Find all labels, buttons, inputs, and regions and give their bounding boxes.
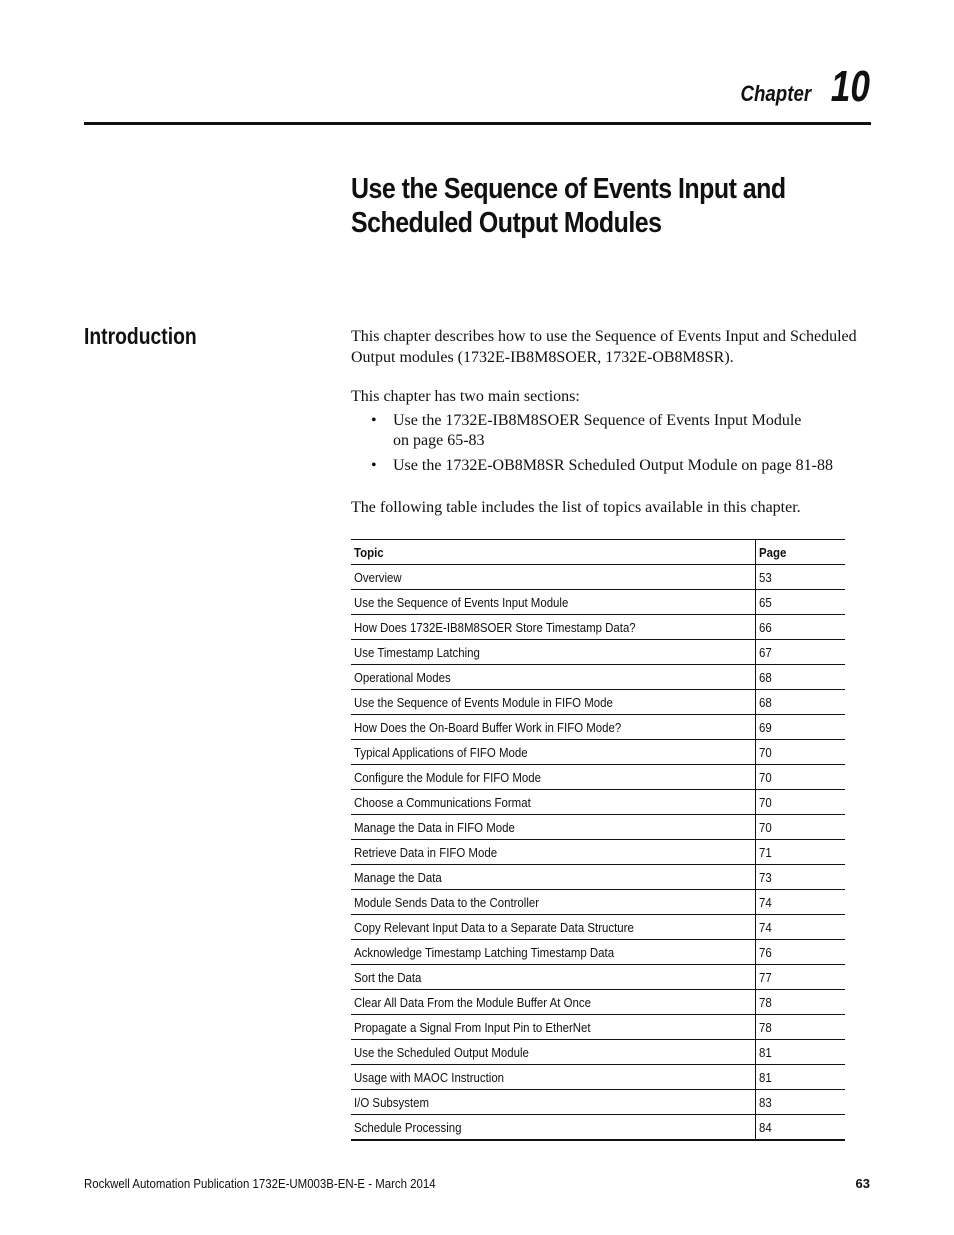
table-row — [351, 1015, 845, 1040]
table-row — [351, 1090, 845, 1115]
page-cell: 70 — [756, 765, 846, 790]
table-row — [351, 915, 845, 940]
topic-cell: Configure the Module for FIFO Mode — [351, 765, 756, 790]
page-cell: 70 — [756, 790, 846, 815]
topic-cell: Sort the Data — [351, 965, 756, 990]
topic-cell: Use the Scheduled Output Module — [351, 1040, 756, 1065]
table-row — [351, 990, 845, 1015]
topic-cell: Use Timestamp Latching — [351, 640, 756, 665]
table-row — [351, 1065, 845, 1090]
table-row — [351, 665, 845, 690]
topics-table — [351, 539, 845, 1141]
column-header-page: Page — [756, 540, 846, 565]
intro-paragraph-2: This chapter has two main sections: — [351, 388, 580, 405]
table-row — [351, 940, 845, 965]
list-item-text: Use the 1732E-OB8M8SR Scheduled Output Module on page 81-88 — [393, 457, 833, 474]
table-header-row — [351, 540, 845, 565]
topic-cell: Clear All Data From the Module Buffer At Once — [351, 990, 756, 1015]
table-row — [351, 765, 845, 790]
topic-cell: Use the Sequence of Events Input Module — [351, 590, 756, 615]
topic-cell: Typical Applications of FIFO Mode — [351, 740, 756, 765]
table-row — [351, 590, 845, 615]
topic-cell: Use the Sequence of Events Module in FIFO Mode — [351, 690, 756, 715]
list-item-text: Use the 1732E-IB8M8SOER Sequence of Events Input Module — [393, 412, 802, 429]
page-cell: 78 — [756, 990, 846, 1015]
intro-paragraph-1: This chapter describes how to use the Sequence of Events Input and Scheduled Output modules (1732E-IB8M8SOER, 1732E-OB8M8SR). — [351, 328, 857, 366]
publication-footer: Rockwell Automation Publication 1732E-UM003B-EN-E - March 2014 — [84, 1176, 436, 1191]
topic-cell: Manage the Data in FIFO Mode — [351, 815, 756, 840]
topic-cell: Module Sends Data to the Controller — [351, 890, 756, 915]
topic-cell: Manage the Data — [351, 865, 756, 890]
page-cell: 66 — [756, 615, 846, 640]
topic-cell: Propagate a Signal From Input Pin to EtherNet — [351, 1015, 756, 1040]
table-row — [351, 615, 845, 640]
page-number: 63 — [855, 1176, 870, 1191]
table-row — [351, 1040, 845, 1065]
page-cell: 67 — [756, 640, 846, 665]
page-cell: 71 — [756, 840, 846, 865]
page-cell: 74 — [756, 890, 846, 915]
table-row — [351, 1115, 845, 1141]
page-cell: 65 — [756, 590, 846, 615]
page-cell: 81 — [756, 1040, 846, 1065]
page-cell: 78 — [756, 1015, 846, 1040]
page-cell: 74 — [756, 915, 846, 940]
table-row — [351, 840, 845, 865]
page-cell: 84 — [756, 1115, 846, 1141]
topic-cell: Overview — [351, 565, 756, 590]
page-cell: 81 — [756, 1065, 846, 1090]
section-list — [371, 411, 851, 481]
table-row — [351, 640, 845, 665]
topic-cell: Operational Modes — [351, 665, 756, 690]
page-cell: 73 — [756, 865, 846, 890]
list-item — [371, 456, 851, 476]
table-row — [351, 890, 845, 915]
topic-cell: How Does the On-Board Buffer Work in FIFO Mode? — [351, 715, 756, 740]
page-title — [351, 172, 798, 240]
list-item-text-continued: on page 65-83 — [393, 432, 485, 449]
table-body — [351, 565, 845, 1141]
page-cell: 70 — [756, 740, 846, 765]
topic-cell: How Does 1732E-IB8M8SOER Store Timestamp Data? — [351, 615, 756, 640]
column-header-topic: Topic — [351, 540, 756, 565]
table-row — [351, 815, 845, 840]
page-cell: 68 — [756, 690, 846, 715]
topic-cell: I/O Subsystem — [351, 1090, 756, 1115]
page-cell: 83 — [756, 1090, 846, 1115]
table-row — [351, 865, 845, 890]
chapter-number: 10 — [830, 62, 870, 111]
section-heading: Introduction — [84, 323, 197, 349]
page-cell: 70 — [756, 815, 846, 840]
page-title-line-2: Scheduled Output Modules — [351, 207, 662, 239]
list-item — [371, 411, 851, 451]
page-cell: 53 — [756, 565, 846, 590]
topic-cell: Copy Relevant Input Data to a Separate Data Structure — [351, 915, 756, 940]
page-cell: 69 — [756, 715, 846, 740]
chapter-label: Chapter — [740, 81, 812, 106]
topic-cell: Acknowledge Timestamp Latching Timestamp Data — [351, 940, 756, 965]
intro-paragraph-3: The following table includes the list of topics available in this chapter. — [351, 499, 801, 516]
table-row — [351, 715, 845, 740]
page-cell: 77 — [756, 965, 846, 990]
topic-cell: Choose a Communications Format — [351, 790, 756, 815]
table-row — [351, 965, 845, 990]
page-title-line-1: Use the Sequence of Events Input and — [351, 173, 786, 205]
table-row — [351, 740, 845, 765]
topic-cell: Schedule Processing — [351, 1115, 756, 1141]
topic-cell: Usage with MAOC Instruction — [351, 1065, 756, 1090]
chapter-divider — [84, 122, 871, 125]
topic-cell: Retrieve Data in FIFO Mode — [351, 840, 756, 865]
page-cell: 68 — [756, 665, 846, 690]
table-row — [351, 565, 845, 590]
page-cell: 76 — [756, 940, 846, 965]
chapter-heading — [728, 62, 870, 112]
table-row — [351, 790, 845, 815]
table-row — [351, 690, 845, 715]
